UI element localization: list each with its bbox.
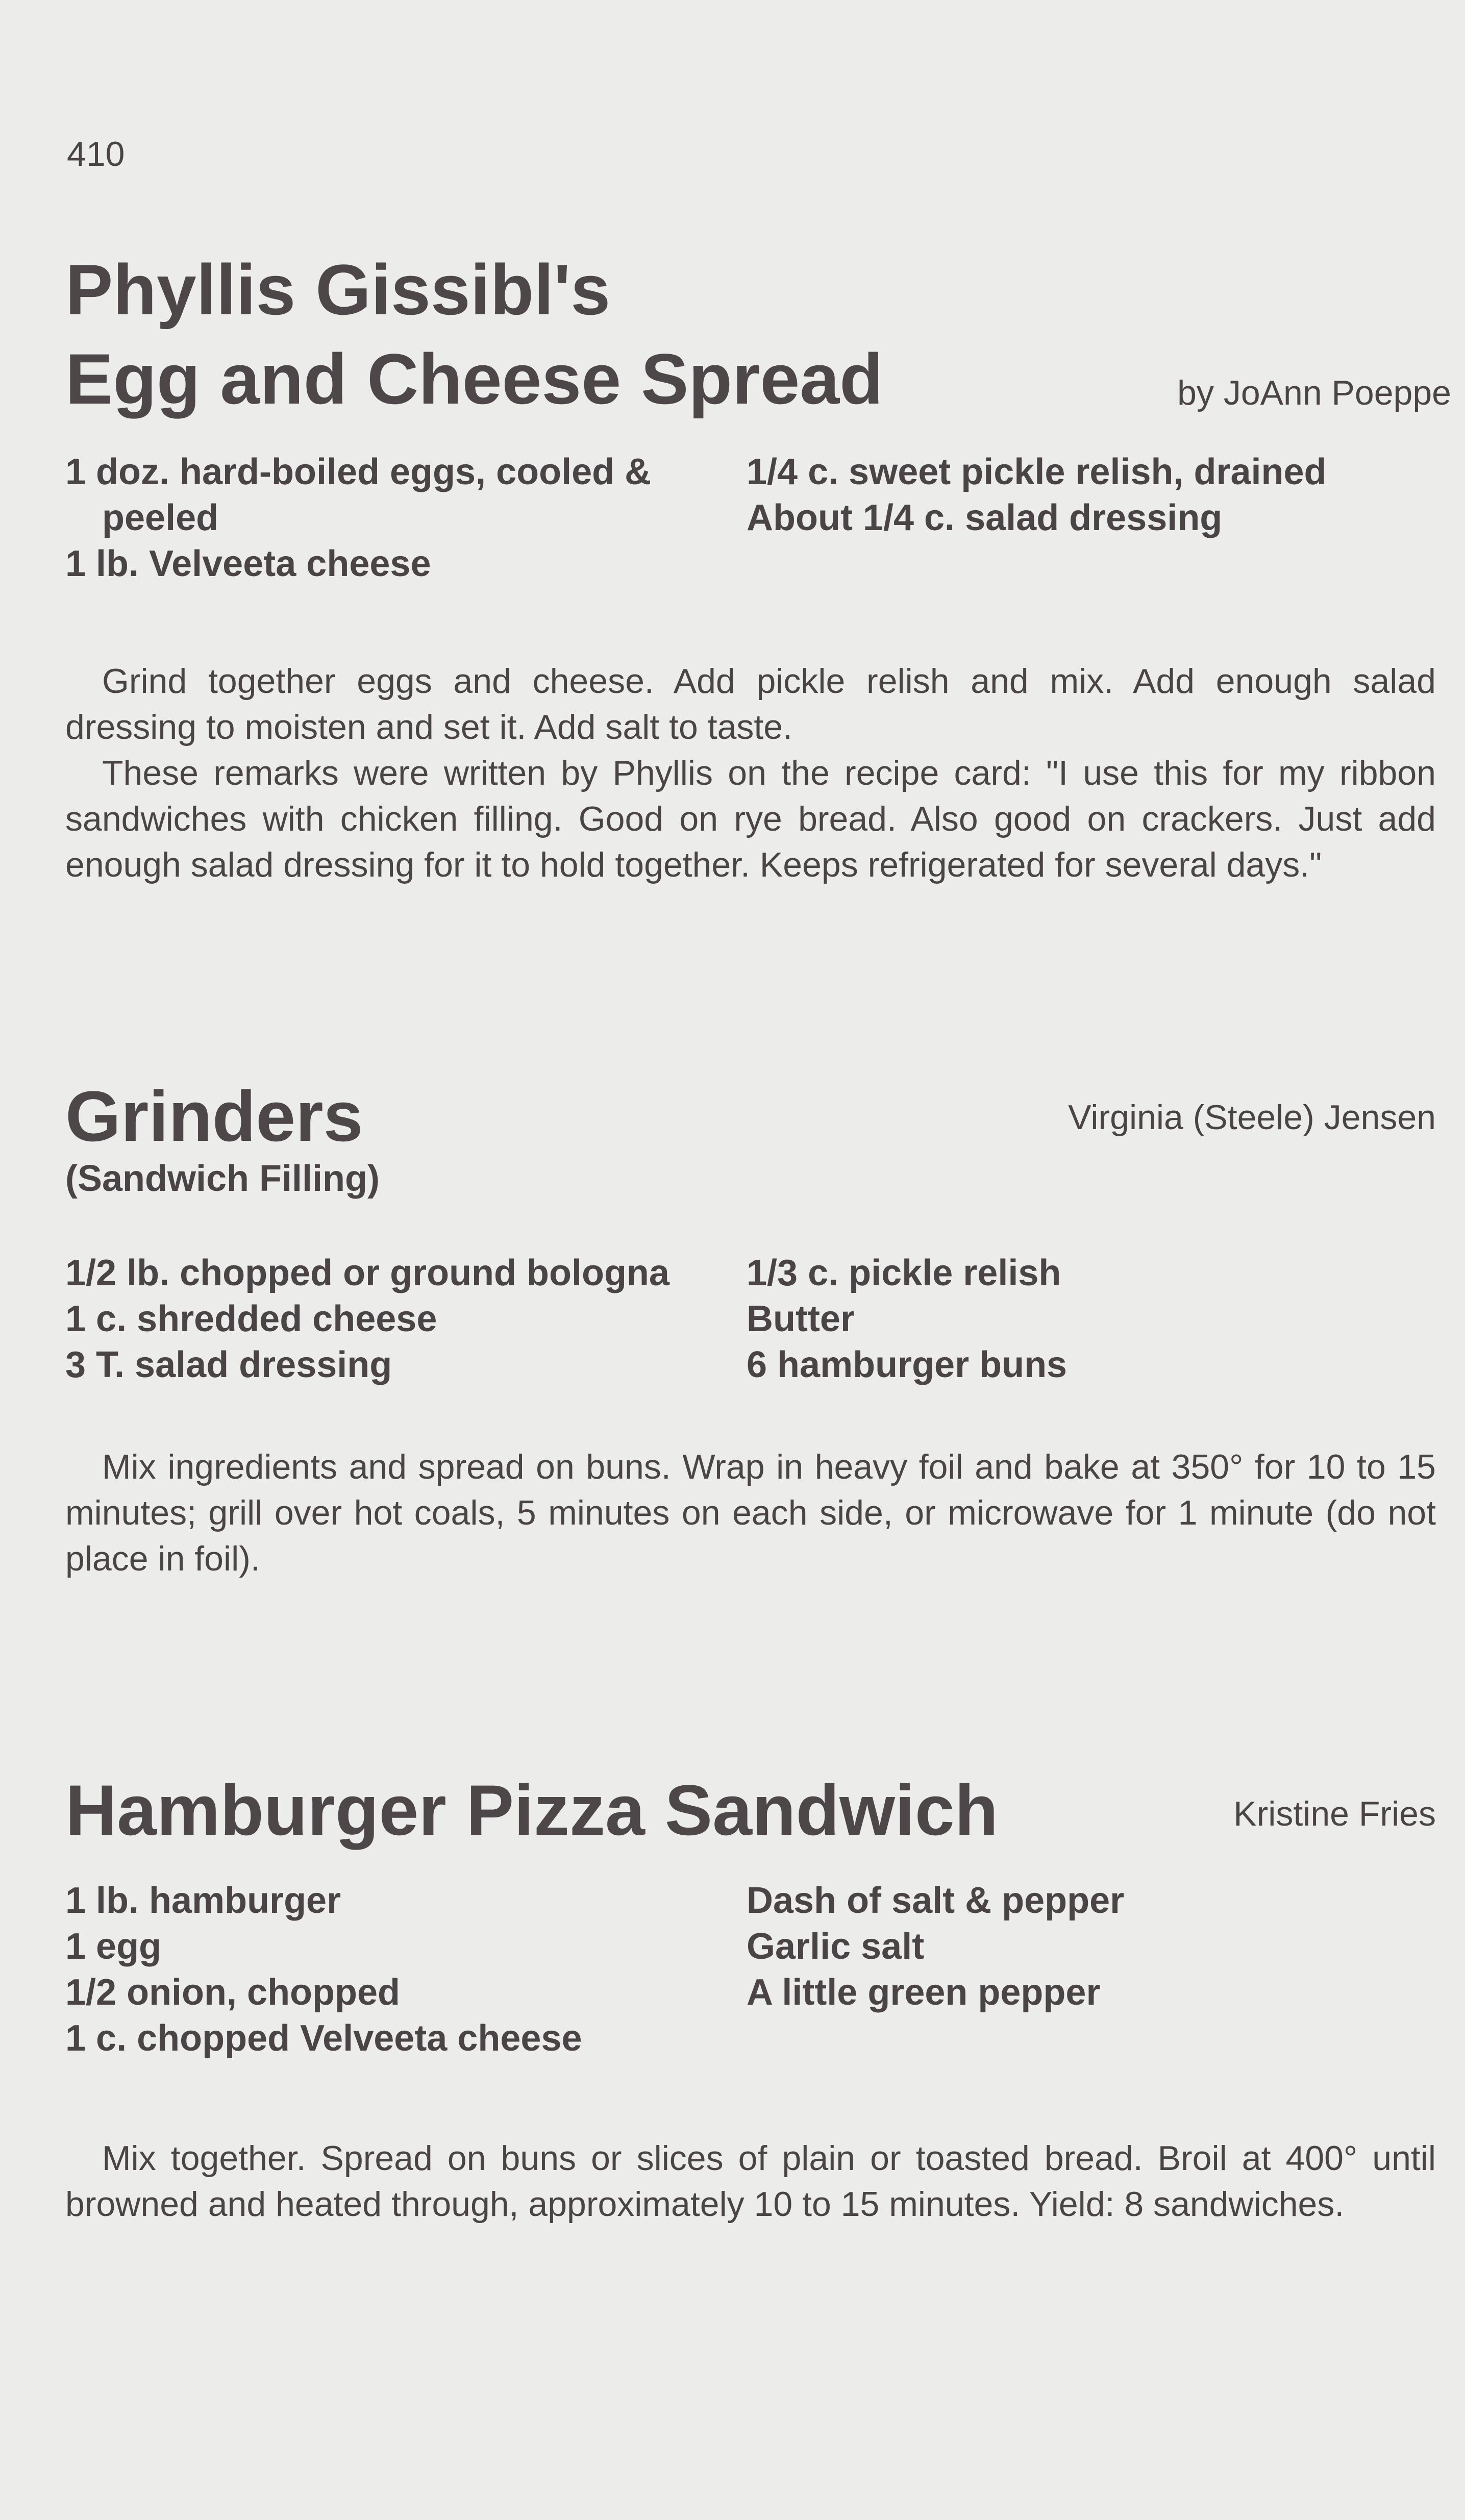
recipe-grinders: [65, 1071, 1436, 1578]
ingredient-item: A little green pepper: [747, 1972, 1101, 2013]
ingredients-right-column: [747, 1878, 1435, 2015]
ingredient-item: About 1/4 c. salad dressing: [747, 497, 1223, 538]
directions-paragraph: Grind together eggs and cheese. Add pickle relish and mix. Add enough salad dressing to moisten and set it. Add salt to taste.: [65, 662, 1436, 746]
ingredients-right-column: [747, 449, 1435, 541]
recipe-directions: [65, 2135, 1436, 2227]
ingredients-left-column: [65, 449, 729, 587]
ingredients-right-column: [747, 1250, 1435, 1388]
recipe-title: Hamburger Pizza Sandwich: [65, 1770, 999, 1850]
ingredients-left-column: [65, 1878, 729, 2061]
recipe-subtitle: (Sandwich Filling): [65, 1158, 380, 1199]
ingredient-item: Dash of salt & pepper: [747, 1880, 1125, 1921]
recipe-title: Grinders: [65, 1076, 363, 1156]
recipe-directions: [65, 658, 1436, 888]
ingredient-item: 1 c. shredded cheese: [65, 1299, 437, 1339]
ingredient-item: 1/4 c. sweet pickle relish, drained: [747, 452, 1327, 492]
recipe-title-line-2: Egg and Cheese Spread: [65, 339, 883, 419]
directions-paragraph: Mix together. Spread on buns or slices of plain or toasted bread. Broil at 400° until browned and heated through, approximately 10 to 15 minutes. Yield: 8 sandwiches.: [65, 2139, 1436, 2224]
recipe-title-line-1: Phyllis Gissibl's: [65, 249, 611, 330]
ingredient-item: 1 doz. hard-boiled eggs, cooled & peeled: [65, 452, 652, 538]
page-number: 410: [67, 135, 125, 173]
ingredient-item: 1 lb. hamburger: [65, 1880, 341, 1921]
directions-paragraph: Mix ingredients and spread on buns. Wrap in heavy foil and bake at 350° for 10 to 15 minutes; grill over hot coals, 5 minutes on each side, or microwave for 1 minute (do not place in foil).: [65, 1448, 1436, 1578]
ingredient-item: 1/3 c. pickle relish: [747, 1253, 1061, 1293]
ingredient-item: 1/2 onion, chopped: [65, 1972, 401, 2013]
ingredient-item: 1 lb. Velveeta cheese: [65, 543, 431, 584]
recipe-author: Virginia (Steele) Jensen: [1068, 1098, 1436, 1137]
ingredient-item: Butter: [747, 1299, 855, 1339]
recipe-egg-cheese-spread: [65, 245, 1451, 884]
ingredient-item: 1/2 lb. chopped or ground bologna: [65, 1253, 669, 1293]
directions-paragraph: These remarks were written by Phyllis on the recipe card: "I use this for my ribbon sandwiches with chicken filling. Good on rye bread. Also good on crackers. Just add enough salad dressing for it to hold together. Keeps refrigerated for several days.": [65, 754, 1436, 884]
recipe-author: by JoAnn Poeppe: [1177, 373, 1451, 412]
ingredient-item: Garlic salt: [747, 1926, 925, 1967]
ingredient-item: 3 T. salad dressing: [65, 1344, 392, 1385]
recipe-hamburger-pizza-sandwich: [65, 1765, 1436, 2224]
ingredient-item: 1 egg: [65, 1926, 162, 1967]
ingredients-left-column: [65, 1250, 729, 1388]
recipe-directions: [65, 1444, 1436, 1582]
ingredient-item: 1 c. chopped Velveeta cheese: [65, 2018, 582, 2059]
ingredient-item: 6 hamburger buns: [747, 1344, 1067, 1385]
recipe-author: Kristine Fries: [1233, 1794, 1436, 1833]
